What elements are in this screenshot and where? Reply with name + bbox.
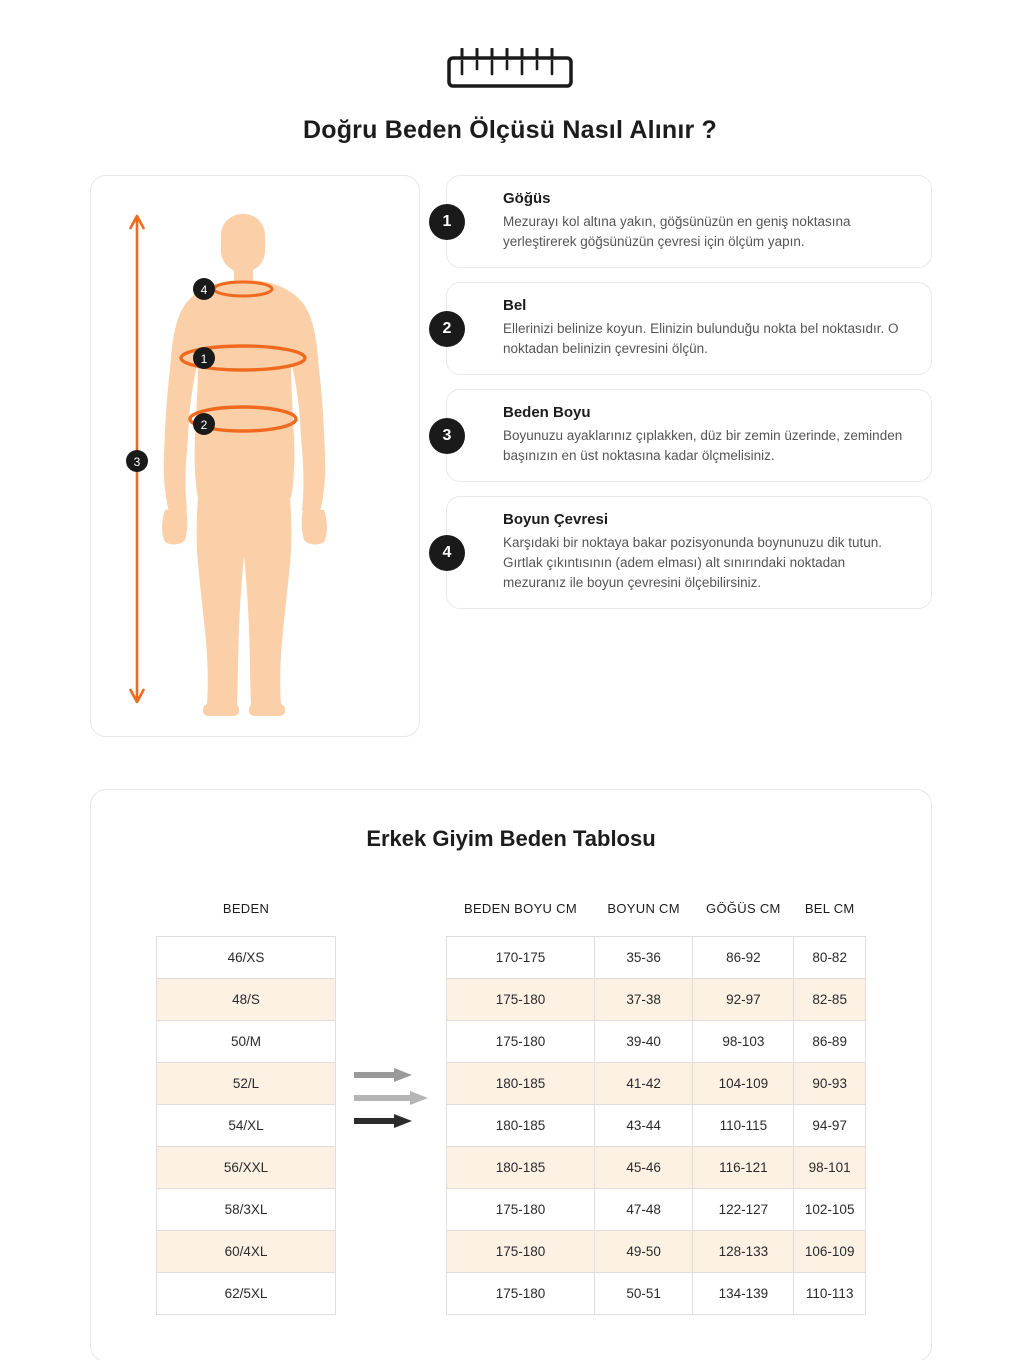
step-badge-3: 3 <box>429 418 465 454</box>
cell-bel: 94-97 <box>794 1104 866 1146</box>
cell-bel: 82-85 <box>794 978 866 1020</box>
table-row <box>447 1020 866 1062</box>
arrow-right-icon-1 <box>354 1068 412 1082</box>
cell-beden: 62/5XL <box>157 1272 336 1314</box>
cell-gogus: 98-103 <box>693 1020 794 1062</box>
table-row <box>447 1104 866 1146</box>
cell-beden-boyu: 175-180 <box>447 978 595 1020</box>
cell-gogus: 116-121 <box>693 1146 794 1188</box>
measurement-section <box>90 175 932 737</box>
cell-boyun: 50-51 <box>594 1272 692 1314</box>
body-figure-card <box>90 175 420 737</box>
step-badge-2: 2 <box>429 311 465 347</box>
cell-gogus: 104-109 <box>693 1062 794 1104</box>
cell-gogus: 122-127 <box>693 1188 794 1230</box>
size-name-table <box>156 882 336 1315</box>
table-row <box>157 1146 336 1188</box>
cell-gogus: 128-133 <box>693 1230 794 1272</box>
size-column <box>156 882 336 1315</box>
cell-beden-boyu: 180-185 <box>447 1104 595 1146</box>
cell-boyun: 39-40 <box>594 1020 692 1062</box>
size-measurements-table <box>446 882 866 1315</box>
step-badge-1: 1 <box>429 204 465 240</box>
figure-marker-2: 2 <box>200 418 208 432</box>
arrow-right-icon-3 <box>354 1114 412 1128</box>
cell-boyun: 47-48 <box>594 1188 692 1230</box>
table-row <box>157 1104 336 1146</box>
cell-gogus: 86-92 <box>693 936 794 978</box>
ruler-icon <box>446 48 574 90</box>
step-title-3: Beden Boyu <box>503 404 591 422</box>
cell-beden: 48/S <box>157 978 336 1020</box>
measurement-step-beden-boyu <box>442 389 932 482</box>
table-row <box>447 936 866 978</box>
cell-bel: 98-101 <box>794 1146 866 1188</box>
cell-bel: 110-113 <box>794 1272 866 1314</box>
cell-beden-boyu: 175-180 <box>447 1188 595 1230</box>
size-table-card <box>90 789 932 1360</box>
male-body-measurement-illustration <box>91 176 421 738</box>
figure-marker-4: 4 <box>200 283 208 297</box>
table-row <box>157 1062 336 1104</box>
cell-boyun: 37-38 <box>594 978 692 1020</box>
measurement-step-boyun-cevresi <box>442 496 932 609</box>
step-text-3: Boyunuzu ayaklarınız çıplakken, düz bir zemin üzerinde, zeminden başınızın en üst noktasına kadar ölçmelisiniz. <box>503 428 903 463</box>
step-text-2: Ellerinizi belinize koyun. Elinizin bulunduğu nokta bel noktasıdır. O noktadan belinizin çevresini ölçün. <box>503 321 899 356</box>
cell-beden-boyu: 175-180 <box>447 1230 595 1272</box>
table-row <box>157 1020 336 1062</box>
step-text-4: Karşıdaki bir noktaya bakar pozisyonunda boynunuzu dik tutun. Gırtlak çıkıntısının (adem elması) alt sınırındaki noktadan mezuranız ile boyun çevresini ölçebilirsiniz. <box>503 535 882 590</box>
cell-beden: 50/M <box>157 1020 336 1062</box>
cell-beden-boyu: 175-180 <box>447 1020 595 1062</box>
table-row <box>447 1272 866 1314</box>
cell-gogus: 134-139 <box>693 1272 794 1314</box>
cell-boyun: 43-44 <box>594 1104 692 1146</box>
cell-beden: 56/XXL <box>157 1146 336 1188</box>
cell-beden: 52/L <box>157 1062 336 1104</box>
cell-beden: 54/XL <box>157 1104 336 1146</box>
page-title: Doğru Beden Ölçüsü Nasıl Alınır ? <box>302 116 718 144</box>
table-row <box>157 1188 336 1230</box>
header-gogus: GÖĞÜS CM <box>693 882 794 936</box>
table-row <box>157 978 336 1020</box>
step-title-2: Bel <box>503 297 527 315</box>
cell-beden: 46/XS <box>157 936 336 978</box>
cell-boyun: 45-46 <box>594 1146 692 1188</box>
triple-arrow-right-icon <box>336 1068 446 1128</box>
table-row <box>157 1230 336 1272</box>
ruler-icon-wrap <box>0 48 1020 90</box>
figure-marker-3: 3 <box>133 455 141 469</box>
cell-bel: 80-82 <box>794 936 866 978</box>
cell-gogus: 92-97 <box>693 978 794 1020</box>
header-beden-boyu: BEDEN BOYU CM <box>447 882 595 936</box>
cell-beden: 60/4XL <box>157 1230 336 1272</box>
cell-beden-boyu: 180-185 <box>447 1062 595 1104</box>
header-bel: BEL CM <box>794 882 866 936</box>
cell-beden-boyu: 175-180 <box>447 1272 595 1314</box>
table-row <box>447 1146 866 1188</box>
cell-bel: 106-109 <box>794 1230 866 1272</box>
header-beden: BEDEN <box>157 882 336 936</box>
cell-gogus: 110-115 <box>693 1104 794 1146</box>
table-row <box>157 936 336 978</box>
table-row <box>447 978 866 1020</box>
cell-bel: 90-93 <box>794 1062 866 1104</box>
arrow-right-icon-2 <box>354 1091 428 1105</box>
cell-bel: 86-89 <box>794 1020 866 1062</box>
cell-bel: 102-105 <box>794 1188 866 1230</box>
table-row <box>447 1230 866 1272</box>
cell-boyun: 41-42 <box>594 1062 692 1104</box>
table-row <box>157 1272 336 1314</box>
measurements-column <box>446 882 866 1315</box>
size-table-title: Erkek Giyim Beden Tablosu <box>366 826 656 851</box>
cell-boyun: 49-50 <box>594 1230 692 1272</box>
measurement-steps <box>442 175 932 609</box>
step-badge-4: 4 <box>429 535 465 571</box>
table-row <box>447 1188 866 1230</box>
step-title-1: Göğüs <box>503 190 551 207</box>
measurement-step-gogus <box>442 175 932 268</box>
figure-marker-1: 1 <box>200 352 208 366</box>
step-text-1: Mezurayı kol altına yakın, göğsünüzün en geniş noktasına yerleştirerek göğsünüzün çevresi için ölçüm yapın. <box>503 214 851 249</box>
cell-boyun: 35-36 <box>594 936 692 978</box>
header-boyun: BOYUN CM <box>594 882 692 936</box>
cell-beden: 58/3XL <box>157 1188 336 1230</box>
cell-beden-boyu: 180-185 <box>447 1146 595 1188</box>
measurement-step-bel <box>442 282 932 375</box>
cell-beden-boyu: 170-175 <box>447 936 595 978</box>
step-title-4: Boyun Çevresi <box>503 511 609 529</box>
table-row <box>447 1062 866 1104</box>
